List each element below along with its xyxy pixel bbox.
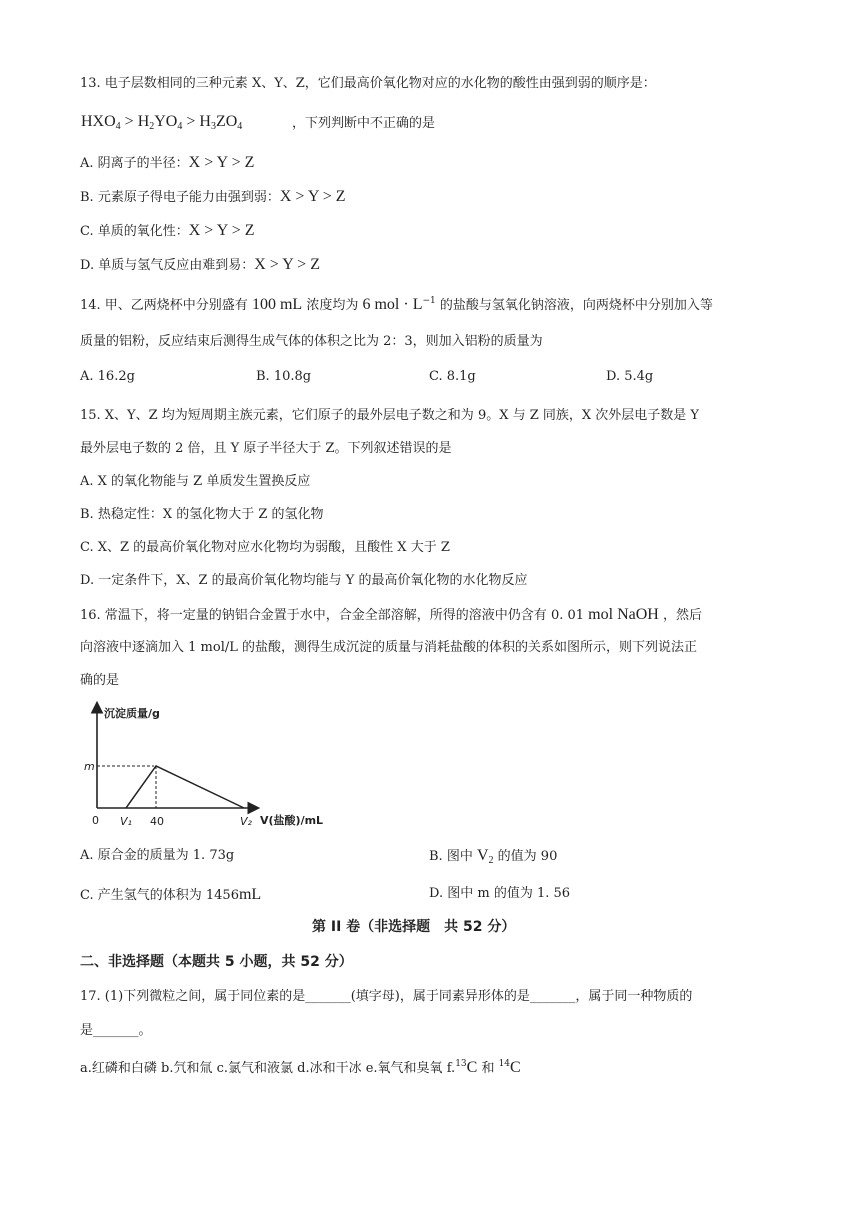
q15-option-b: B. 热稳定性：X 的氢化物大于 Z 的氢化物 bbox=[80, 507, 324, 522]
x-tick-v1: V₁ bbox=[120, 815, 132, 828]
q16-option-d: D. 图中 m 的值为 1. 56 bbox=[429, 886, 571, 901]
section-header: 第 II 卷（非选择题 共 52 分） bbox=[312, 919, 516, 935]
q13-stem-tail: ，下列判断中不正确的是 bbox=[292, 116, 436, 131]
q15-line1: 15. X、Y、Z 均为短周期主族元素，它们原子的最外层电子数之和为 9。X 与 Z 同族，X 次外层电子数是 Y bbox=[80, 408, 699, 423]
y-tick-m: m bbox=[84, 760, 95, 773]
q15-line2: 最外层电子数的 2 倍，且 Y 原子半径大于 Z。下列叙述错误的是 bbox=[80, 441, 452, 456]
q16-option-c: C. 产生氢气的体积为 1456mL bbox=[80, 886, 262, 903]
q16-line1: 16. 常温下，将一定量的钠铝合金置于水中，合金全部溶解，所得的溶液中仍含有 0. 01 mol NaOH ，然后 bbox=[80, 606, 702, 623]
q13-acid-order: $HXO_4 > H_2YO_4 > H_3ZO_4$ bbox=[81, 113, 243, 132]
q15-option-d: D. 一定条件下，X、Z 的最高价氧化物均能与 Y 的最高价氧化物的水化物反应 bbox=[80, 573, 528, 588]
q14-line2: 质量的铝粉，反应结束后测得生成气体的体积之比为 2：3，则加入铝粉的质量为 bbox=[80, 334, 543, 349]
precipitate-curve bbox=[126, 766, 244, 808]
y-axis-label: 沉淀质量/g bbox=[104, 707, 160, 720]
q15-option-a: A. X 的氧化物能与 Z 单质发生置换反应 bbox=[80, 474, 311, 489]
q13-option-b: B. 元素原子得电子能力由强到弱：X > Y > Z bbox=[80, 188, 346, 205]
q16-option-a: A. 原合金的质量为 1. 73g bbox=[80, 848, 235, 863]
q14-option-b: B. 10.8g bbox=[256, 369, 312, 384]
x-tick-v2: V₂ bbox=[240, 815, 252, 828]
x-tick-40: 40 bbox=[150, 815, 164, 828]
q13-option-c: C. 单质的氧化性：X > Y > Z bbox=[80, 222, 255, 239]
q17-line3: a.红磷和白磷 b.氕和氚 c.氯气和液氯 d.冰和干冰 e.氧气和臭氧 f.$^{13}$C 和 $^{14}$C bbox=[80, 1059, 521, 1076]
q16-line3: 确的是 bbox=[80, 673, 120, 688]
q14-option-a: A. 16.2g bbox=[80, 369, 135, 384]
q16-line2: 向溶液中逐滴加入 1 mol/L 的盐酸，测得生成沉淀的质量与消耗盐酸的体积的关系如图所示，则下列说法正 bbox=[80, 640, 697, 655]
q17-line1: 17. (1)下列微粒之间，属于同位素的是_______(填字母)，属于同素异形体的是_______，属于同一种物质的 bbox=[80, 989, 693, 1004]
q13-stem: 13. 电子层数相同的三种元素 X、Y、Z，它们最高价氧化物对应的水化物的酸性由强到弱的顺序是： bbox=[80, 76, 656, 91]
q13-option-a: A. 阴离子的半径：X > Y > Z bbox=[80, 154, 255, 171]
q15-option-c: C. X、Z 的最高价氧化物对应水化物均为弱酸，且酸性 X 大于 Z bbox=[80, 540, 450, 555]
q14-option-d: D. 5.4g bbox=[606, 369, 654, 384]
q13-option-d: D. 单质与氢气反应由难到易：X > Y > Z bbox=[80, 256, 320, 273]
q17-line2: 是_______。 bbox=[80, 1023, 152, 1038]
x-axis-label: V(盐酸)/mL bbox=[260, 814, 324, 827]
q16-option-b: B. 图中 $V_2$ 的值为 90 bbox=[429, 847, 558, 866]
section-title: 二、非选择题（本题共 5 小题，共 52 分） bbox=[80, 954, 353, 970]
x-tick-0: 0 bbox=[92, 814, 99, 827]
q14-line1: 14. 甲、乙两烧杯中分别盛有 100 mL 浓度均为 6 mol · $L^{-1}$ 的盐酸与氢氧化钠溶液，向两烧杯中分别加入等 bbox=[80, 296, 713, 313]
precipitate-chart bbox=[82, 698, 332, 833]
q14-option-c: C. 8.1g bbox=[429, 369, 476, 384]
